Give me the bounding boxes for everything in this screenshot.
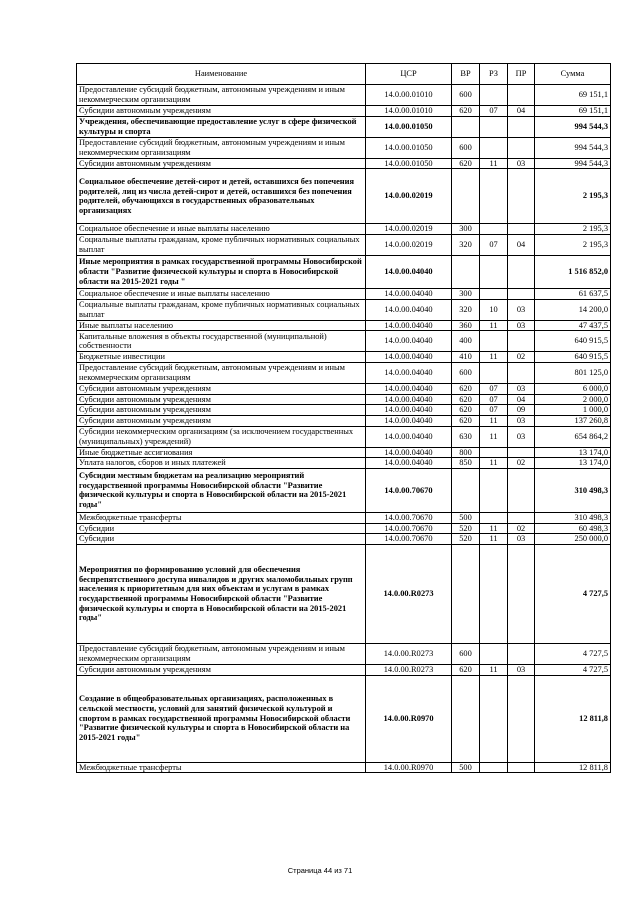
cell-pr: 09 [508,405,535,416]
cell-name: Субсидии автономным учреждениям [77,158,366,169]
table-row [77,447,611,458]
cell-rz [480,468,508,512]
cell-pr: 04 [508,234,535,255]
cell-sum: 13 174,0 [535,458,611,469]
cell-name: Предоставление субсидий бюджетным, автономным учреждениям и иным некоммерческим организациям [77,137,366,158]
cell-name: Социальное обеспечение детей-сирот и детей, оставшихся без попечения родителей, лиц из числа детей-сирот и детей, оставшихся без попечения родителей, обучающихся в государственных образовательных организациях [77,169,366,224]
cell-vr: 630 [452,426,480,447]
table-row [77,116,611,137]
cell-rz: 11 [480,158,508,169]
cell-rz [480,544,508,643]
cell-pr [508,512,535,523]
cell-vr: 320 [452,234,480,255]
table-row [77,544,611,643]
cell-vr: 620 [452,664,480,675]
table-row [77,352,611,363]
cell-pr: 02 [508,458,535,469]
cell-vr: 520 [452,534,480,545]
cell-csr: 14.0.00.04040 [366,331,452,352]
cell-csr: 14.0.00.04040 [366,426,452,447]
table-row [77,415,611,426]
cell-vr: 500 [452,762,480,773]
cell-csr: 14.0.00.04040 [366,255,452,288]
cell-vr: 360 [452,320,480,331]
table-row [77,137,611,158]
cell-vr: 850 [452,458,480,469]
cell-csr: 14.0.00.01050 [366,137,452,158]
cell-rz [480,288,508,299]
table-row [77,534,611,545]
cell-pr [508,169,535,224]
cell-name: Субсидии автономным учреждениям [77,394,366,405]
cell-sum: 640 915,5 [535,331,611,352]
table-row [77,106,611,117]
cell-name: Межбюджетные трансферты [77,762,366,773]
cell-vr: 620 [452,415,480,426]
cell-pr [508,224,535,235]
cell-pr [508,643,535,664]
cell-name: Субсидии местным бюджетам на реализацию мероприятий государственной программы Новосибирской области "Развитие физической культуры и спорта в Новосибирской области на 2015-2021 годы" [77,468,366,512]
cell-csr: 14.0.00.04040 [366,288,452,299]
cell-name: Капитальные вложения в объекты государственной (муниципальной) собственности [77,331,366,352]
cell-sum: 47 437,5 [535,320,611,331]
table-row [77,664,611,675]
header-rz: РЗ [480,64,508,85]
budget-table [76,63,611,773]
cell-sum: 2 000,0 [535,394,611,405]
cell-pr: 04 [508,106,535,117]
table-header-row [77,64,611,85]
cell-sum: 69 151,1 [535,106,611,117]
cell-sum: 13 174,0 [535,447,611,458]
cell-vr: 300 [452,288,480,299]
cell-vr: 520 [452,523,480,534]
table-row [77,426,611,447]
cell-pr: 03 [508,158,535,169]
cell-name: Создание в общеобразовательных организациях, расположенных в сельской местности, условий для занятий физической культурой и спортом в рамках государственной программы Новосибирской области "Развитие физической культуры и спорта в Новосибирской области на 2015-2021 годы" [77,675,366,762]
cell-rz: 07 [480,383,508,394]
header-name: Наименование [77,64,366,85]
cell-sum: 2 195,3 [535,224,611,235]
cell-csr: 14.0.00.R0273 [366,643,452,664]
cell-pr: 03 [508,664,535,675]
cell-rz [480,116,508,137]
cell-vr: 620 [452,158,480,169]
cell-sum: 69 151,1 [535,85,611,106]
cell-csr: 14.0.00.04040 [366,447,452,458]
cell-pr [508,288,535,299]
cell-name: Субсидии автономным учреждениям [77,405,366,416]
cell-sum: 994 544,3 [535,116,611,137]
cell-csr: 14.0.00.04040 [366,352,452,363]
header-sum: Сумма [535,64,611,85]
table-row [77,468,611,512]
cell-rz: 11 [480,320,508,331]
cell-sum: 654 864,2 [535,426,611,447]
cell-csr: 14.0.00.04040 [366,362,452,383]
cell-pr [508,447,535,458]
cell-csr: 14.0.00.70670 [366,523,452,534]
cell-name: Иные бюджетные ассигнования [77,447,366,458]
cell-rz [480,331,508,352]
cell-name: Межбюджетные трансферты [77,512,366,523]
page-footer: Страница 44 из 71 [287,866,353,875]
cell-pr: 03 [508,320,535,331]
cell-pr [508,468,535,512]
cell-rz: 11 [480,534,508,545]
table-row [77,458,611,469]
table-row [77,224,611,235]
cell-rz [480,762,508,773]
cell-csr: 14.0.00.02019 [366,169,452,224]
cell-rz [480,512,508,523]
cell-pr: 03 [508,299,535,320]
cell-csr: 14.0.00.R0273 [366,544,452,643]
cell-sum: 137 260,8 [535,415,611,426]
cell-csr: 14.0.00.70670 [366,468,452,512]
cell-name: Социальное обеспечение и иные выплаты населению [77,288,366,299]
cell-csr: 14.0.00.01050 [366,116,452,137]
cell-name: Социальные выплаты гражданам, кроме публичных нормативных социальных выплат [77,234,366,255]
cell-vr [452,468,480,512]
cell-vr: 410 [452,352,480,363]
table-row [77,512,611,523]
cell-csr: 14.0.00.02019 [366,224,452,235]
cell-sum: 801 125,0 [535,362,611,383]
cell-name: Предоставление субсидий бюджетным, автономным учреждениям и иным некоммерческим организациям [77,362,366,383]
header-pr: ПР [508,64,535,85]
cell-name: Уплата налогов, сборов и иных платежей [77,458,366,469]
cell-pr: 02 [508,352,535,363]
cell-sum: 1 000,0 [535,405,611,416]
cell-rz [480,137,508,158]
cell-pr: 03 [508,383,535,394]
header-vr: ВР [452,64,480,85]
cell-name: Субсидии автономным учреждениям [77,106,366,117]
table-row [77,643,611,664]
table-row [77,255,611,288]
cell-pr [508,762,535,773]
cell-name: Субсидии некоммерческим организациям (за исключением государственных (муниципальных) учреждений) [77,426,366,447]
cell-csr: 14.0.00.01010 [366,106,452,117]
table-row [77,383,611,394]
cell-pr [508,544,535,643]
cell-pr [508,85,535,106]
cell-vr [452,255,480,288]
cell-rz: 07 [480,106,508,117]
table-row [77,299,611,320]
cell-pr [508,675,535,762]
table-row [77,288,611,299]
cell-vr: 320 [452,299,480,320]
cell-csr: 14.0.00.R0970 [366,762,452,773]
cell-vr: 620 [452,383,480,394]
cell-csr: 14.0.00.02019 [366,234,452,255]
cell-vr: 600 [452,362,480,383]
cell-rz: 11 [480,426,508,447]
cell-csr: 14.0.00.04040 [366,320,452,331]
cell-csr: 14.0.00.04040 [366,458,452,469]
cell-csr: 14.0.00.04040 [366,383,452,394]
cell-csr: 14.0.00.70670 [366,534,452,545]
cell-name: Субсидии [77,523,366,534]
cell-rz: 11 [480,352,508,363]
cell-rz: 07 [480,394,508,405]
cell-vr: 400 [452,331,480,352]
cell-rz: 07 [480,234,508,255]
cell-rz: 11 [480,415,508,426]
cell-pr: 03 [508,534,535,545]
cell-sum: 12 811,8 [535,675,611,762]
cell-pr: 03 [508,426,535,447]
cell-sum: 4 727,5 [535,544,611,643]
cell-sum: 2 195,3 [535,169,611,224]
table-row [77,234,611,255]
cell-sum: 4 727,5 [535,664,611,675]
cell-pr [508,116,535,137]
cell-sum: 1 516 852,0 [535,255,611,288]
cell-vr: 620 [452,106,480,117]
cell-vr: 300 [452,224,480,235]
cell-rz: 11 [480,664,508,675]
cell-sum: 4 727,5 [535,643,611,664]
cell-name: Социальное обеспечение и иные выплаты населению [77,224,366,235]
table-row [77,169,611,224]
cell-name: Социальные выплаты гражданам, кроме публичных нормативных социальных выплат [77,299,366,320]
cell-name: Учреждения, обеспечивающие предоставление услуг в сфере физической культуры и спорта [77,116,366,137]
cell-vr: 620 [452,405,480,416]
cell-sum: 994 544,3 [535,137,611,158]
cell-rz [480,224,508,235]
cell-pr: 03 [508,415,535,426]
cell-name: Иные мероприятия в рамках государственной программы Новосибирской области "Развитие физической культуры и спорта в Новосибирской области на 2015-2021 годы " [77,255,366,288]
cell-sum: 14 200,0 [535,299,611,320]
cell-csr: 14.0.00.04040 [366,405,452,416]
cell-name: Бюджетные инвестиции [77,352,366,363]
cell-sum: 6 000,0 [535,383,611,394]
cell-csr: 14.0.00.01010 [366,85,452,106]
cell-vr: 600 [452,85,480,106]
cell-csr: 14.0.00.01050 [366,158,452,169]
cell-vr [452,675,480,762]
cell-pr: 04 [508,394,535,405]
cell-sum: 60 498,3 [535,523,611,534]
cell-name: Субсидии автономным учреждениям [77,383,366,394]
table-row [77,320,611,331]
cell-csr: 14.0.00.04040 [366,394,452,405]
cell-pr [508,255,535,288]
cell-rz [480,362,508,383]
table-row [77,331,611,352]
cell-csr: 14.0.00.R0273 [366,664,452,675]
cell-name: Предоставление субсидий бюджетным, автономным учреждениям и иным некоммерческим организациям [77,85,366,106]
cell-name: Предоставление субсидий бюджетным, автономным учреждениям и иным некоммерческим организациям [77,643,366,664]
table-row [77,85,611,106]
cell-vr: 600 [452,137,480,158]
table-row [77,394,611,405]
cell-rz [480,85,508,106]
table-row [77,762,611,773]
cell-vr: 500 [452,512,480,523]
table-row [77,362,611,383]
cell-rz: 10 [480,299,508,320]
cell-csr: 14.0.00.04040 [366,299,452,320]
cell-name: Иные выплаты населению [77,320,366,331]
table-row [77,675,611,762]
cell-vr: 800 [452,447,480,458]
cell-pr [508,362,535,383]
cell-rz: 11 [480,458,508,469]
cell-vr: 600 [452,643,480,664]
cell-rz: 07 [480,405,508,416]
cell-csr: 14.0.00.70670 [366,512,452,523]
cell-sum: 250 000,0 [535,534,611,545]
cell-pr [508,331,535,352]
cell-sum: 310 498,3 [535,468,611,512]
header-csr: ЦСР [366,64,452,85]
cell-sum: 12 811,8 [535,762,611,773]
cell-sum: 2 195,3 [535,234,611,255]
cell-sum: 994 544,3 [535,158,611,169]
cell-rz [480,643,508,664]
cell-rz: 11 [480,523,508,534]
cell-csr: 14.0.00.R0970 [366,675,452,762]
table-row [77,523,611,534]
cell-name: Субсидии [77,534,366,545]
cell-name: Мероприятия по формированию условий для обеспечения беспрепятственного доступа инвалидов и других маломобильных групп населения к приоритетным для них объектам и услугам в рамках государственной программы Новосибирской области "Развитие физической культуры и спорта в Новосибирской области на 2015-2021 годы" [77,544,366,643]
cell-csr: 14.0.00.04040 [366,415,452,426]
cell-sum: 61 637,5 [535,288,611,299]
cell-rz [480,675,508,762]
cell-rz [480,447,508,458]
cell-vr [452,544,480,643]
cell-rz [480,169,508,224]
cell-vr: 620 [452,394,480,405]
cell-pr: 02 [508,523,535,534]
cell-name: Субсидии автономным учреждениям [77,664,366,675]
cell-vr [452,116,480,137]
cell-rz [480,255,508,288]
cell-vr [452,169,480,224]
table-row [77,158,611,169]
cell-name: Субсидии автономным учреждениям [77,415,366,426]
table-row [77,405,611,416]
cell-sum: 310 498,3 [535,512,611,523]
cell-pr [508,137,535,158]
cell-sum: 640 915,5 [535,352,611,363]
